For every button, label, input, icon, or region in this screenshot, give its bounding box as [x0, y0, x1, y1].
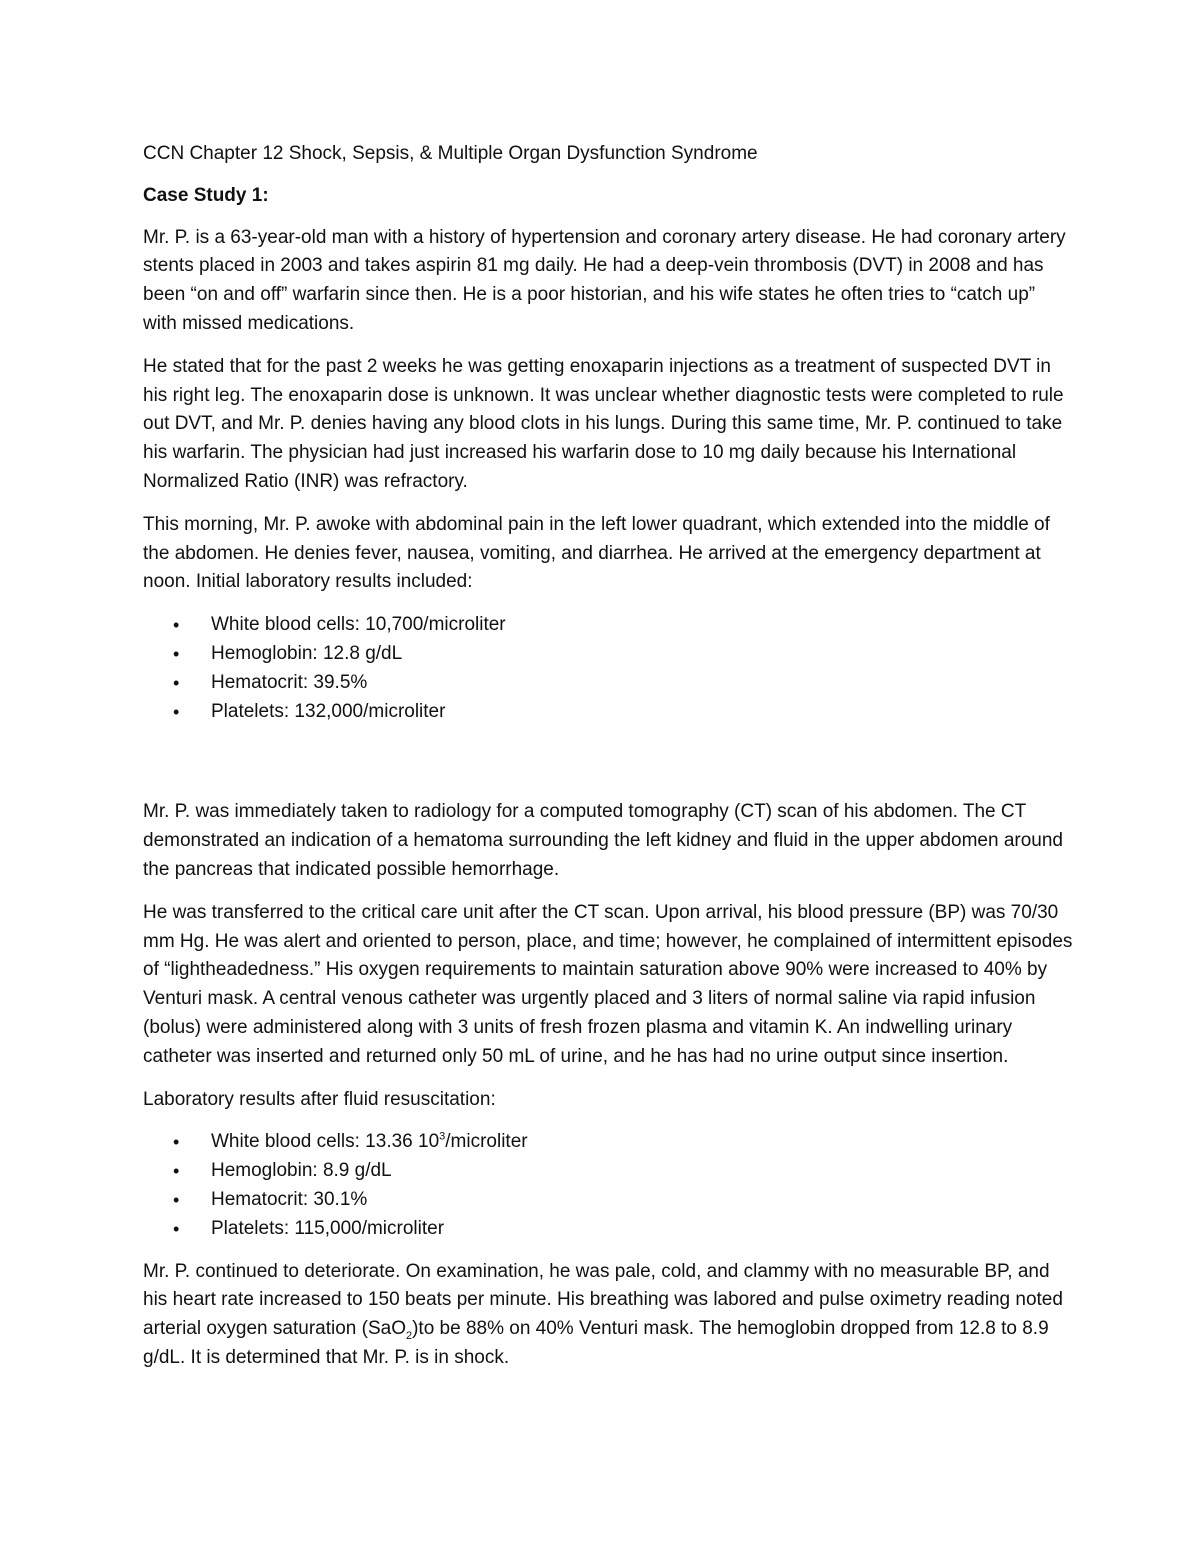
bullet-icon: • [173, 1132, 180, 1153]
list-item [143, 611, 1073, 640]
lab-hemoglobin: Hemoglobin: 12.8 g/dL [211, 642, 403, 664]
list-item [143, 1186, 1073, 1215]
lab-hematocrit-post: Hematocrit: 30.1% [211, 1188, 368, 1210]
list-item [143, 1215, 1073, 1244]
bullet-icon: • [173, 615, 180, 636]
bullet-icon: • [173, 1161, 180, 1182]
paragraph-labs-intro: Laboratory results after fluid resuscitation: [143, 1088, 496, 1110]
lab-wbc: White blood cells: 10,700/microliter [211, 614, 506, 636]
list-item [143, 669, 1073, 698]
paragraph-presentation: This morning, Mr. P. awoke with abdominal pain in the left lower quadrant, which extended into the middle of the abdomen. He denies fever, nausea, vomiting, and diarrhea. He arrived at the emergency department at noon. Initial laboratory results included: [143, 513, 1050, 593]
list-item [143, 1128, 1073, 1157]
lab-platelets-post: Platelets: 115,000/microliter [211, 1217, 445, 1239]
lab-wbc-post [211, 1131, 528, 1152]
paragraph-critical-care: He was transferred to the critical care unit after the CT scan. Upon arrival, his blood pressure (BP) was 70/30 mm Hg. He was alert and oriented to person, place, and time; however, he complained of intermittent episodes of “lightheadedness.” His oxygen requirements to maintain saturation above 90% were increased to 40% by Venturi mask. A central venous catheter was urgently placed and 3 liters of normal saline via rapid infusion (bolus) were administered along with 3 units of fresh frozen plasma and vitamin K. An indwelling urinary catheter was inserted and returned only 50 mL of urine, and he has had no urine output since insertion. [143, 901, 1073, 1067]
initial-labs-list [143, 611, 1073, 726]
document-title: CCN Chapter 12 Shock, Sepsis, & Multiple Organ Dysfunction Syndrome [143, 143, 758, 164]
bullet-icon: • [173, 701, 180, 722]
bullet-icon: • [173, 672, 180, 693]
lab-wbc-post-exponent: 3 [439, 1130, 446, 1143]
case-study-heading: Case Study 1: [143, 184, 269, 206]
paragraph-shock [143, 1258, 1073, 1373]
lab-wbc-post-prefix: White blood cells: 13.36 10 [211, 1131, 440, 1153]
paragraph-shock-part2: )to be 88% on 40% Venturi mask. The hemoglobin dropped from 12.8 to 8.9 g/dL. It is determined that Mr. P. is in shock. [143, 1318, 1049, 1368]
bullet-icon: • [173, 1218, 180, 1239]
lab-hematocrit: Hematocrit: 39.5% [211, 671, 368, 693]
lab-wbc-post-suffix: /microliter [445, 1131, 528, 1153]
lab-hemoglobin-post: Hemoglobin: 8.9 g/dL [211, 1160, 392, 1182]
lab-platelets: Platelets: 132,000/microliter [211, 700, 446, 722]
paragraph-ct-scan: Mr. P. was immediately taken to radiology for a computed tomography (CT) scan of his abdomen. The CT demonstrated an indication of a hematoma surrounding the left kidney and fluid in the upper abdomen around the pancreas that indicated possible hemorrhage. [143, 801, 1063, 880]
bullet-icon: • [173, 643, 180, 664]
paragraph-history: Mr. P. is a 63-year-old man with a history of hypertension and coronary artery disease. He had coronary artery stents placed in 2003 and takes aspirin 81 mg daily. He had a deep-vein thrombosis (DVT) in 2008 and has been “on and off” warfarin since then. He is a poor historian, and his wife states he often tries to “catch up” with missed medications. [143, 226, 1066, 334]
list-item [143, 640, 1073, 669]
list-item [143, 698, 1073, 727]
blank-spacer [143, 740, 1073, 798]
bullet-icon: • [173, 1189, 180, 1210]
document-body [143, 140, 1073, 1387]
list-item [143, 1157, 1073, 1186]
post-resuscitation-labs-list [143, 1128, 1073, 1243]
sao2-subscript: 2 [405, 1329, 413, 1342]
paragraph-shock-part1: Mr. P. continued to deteriorate. On examination, he was pale, cold, and clammy with no measurable BP, and his heart rate increased to 150 beats per minute. His breathing was labored and pulse oximetry reading noted arterial oxygen saturation (SaO [143, 1260, 1063, 1340]
paragraph-enoxaparin: He stated that for the past 2 weeks he was getting enoxaparin injections as a treatment of suspected DVT in his right leg. The enoxaparin dose is unknown. It was unclear whether diagnostic tests were completed to rule out DVT, and Mr. P. denies having any blood clots in his lungs. During this same time, Mr. P. continued to take his warfarin. The physician had just increased his warfarin dose to 10 mg daily because his International Normalized Ratio (INR) was refractory. [143, 355, 1064, 492]
